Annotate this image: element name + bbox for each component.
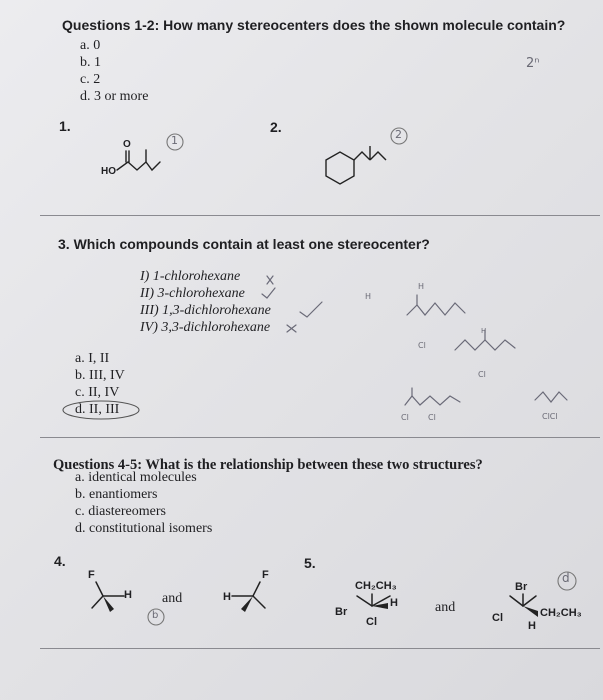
mol4a-left-bond: [92, 596, 103, 608]
scribble-label-cl-4: Cl: [428, 413, 436, 422]
q4-5-option-a: a. identical molecules: [75, 470, 197, 485]
handwritten-answer-5: d: [562, 571, 570, 585]
q1-2-heading: Questions 1-2: How many stereocenters does the shown molecule contain?: [62, 17, 566, 33]
q3-item-iv: IV) 3,3-dichlorohexane: [140, 320, 271, 335]
q4-5-option-b: b. enantiomers: [75, 487, 158, 502]
scribble-label-cl-2: Cl: [478, 370, 486, 379]
q3-item-iii: III) 1,3-dichlorohexane: [140, 303, 271, 318]
q3-heading: 3. Which compounds contain at least one stereocenter?: [58, 236, 430, 252]
q3-item-i: I) 1-chlorohexane: [140, 269, 241, 284]
q4-5-option-c: c. diastereomers: [75, 504, 166, 519]
question-4-number: 4.: [54, 553, 66, 569]
mol5a-bottom-label: Cl: [366, 616, 377, 628]
mol5b-top-label: Br: [515, 581, 528, 593]
q1-2-option-d: d. 3 or more: [80, 89, 149, 104]
q4-5-option-d: d. constitutional isomers: [75, 521, 213, 536]
question-5-number: 5.: [304, 555, 316, 571]
q3-option-b: b. III, IV: [75, 368, 125, 383]
mol4b-left-label: H: [223, 591, 231, 603]
mol5b-bottom-label: H: [528, 620, 536, 632]
q5-and-label: and: [435, 600, 456, 615]
mol5a-left-label: Br: [335, 606, 348, 618]
q4-and-label: and: [162, 591, 183, 606]
handwritten-answer-4: b: [152, 610, 159, 621]
scribble-label-h-1: H: [365, 292, 372, 301]
scribble-label-h-3: H: [481, 327, 487, 335]
mol5b-right-label: CH₂CH₃: [540, 607, 582, 619]
scribble-label-cl-3: Cl: [401, 413, 409, 422]
mol5a-right-label: H: [390, 597, 398, 609]
q1-2-option-b: b. 1: [80, 55, 101, 70]
q4-5-heading: Questions 4-5: What is the relationship between these two structures?: [53, 457, 483, 473]
mol5b-hash-wedge: [523, 606, 538, 617]
question-2-number: 2.: [270, 119, 282, 135]
q3-item-ii: II) 3-chlorohexane: [140, 286, 245, 301]
scribble-label-h-2: H: [418, 282, 425, 291]
mol5b-left-label: Cl: [492, 612, 503, 624]
mol4b-top-label: F: [262, 569, 269, 581]
q3-option-c: c. II, IV: [75, 385, 120, 400]
mol5a-top-label: CH₂CH₃: [355, 580, 397, 592]
mol4b-right-bond: [253, 596, 265, 608]
molecule-1-ho-label: HO: [101, 166, 116, 177]
handwritten-answer-2: 2: [395, 128, 402, 141]
q3-option-a: a. I, II: [75, 351, 110, 366]
section-divider-3: [40, 648, 600, 649]
mol4a-bonds: [96, 582, 124, 596]
mol4b-wedge: [241, 596, 253, 612]
mol4b-bonds: [232, 582, 260, 596]
question-1-number: 1.: [59, 118, 71, 134]
mol4a-top-label: F: [88, 569, 95, 581]
handwritten-answer-1: 1: [171, 134, 178, 147]
mol4a-right-label: H: [124, 589, 132, 601]
molecule-1-oxygen-label: O: [123, 139, 131, 150]
scribble-label-cl-1: Cl: [418, 341, 426, 350]
q1-2-option-c: c. 2: [80, 72, 101, 87]
q1-2-option-a: a. 0: [80, 38, 101, 53]
mol4a-wedge: [103, 596, 114, 612]
scribble-label-clcl: ClCl: [542, 412, 558, 421]
handwritten-corner-note: 2ⁿ: [526, 56, 540, 71]
q3-option-d: d. II, III: [75, 402, 120, 417]
